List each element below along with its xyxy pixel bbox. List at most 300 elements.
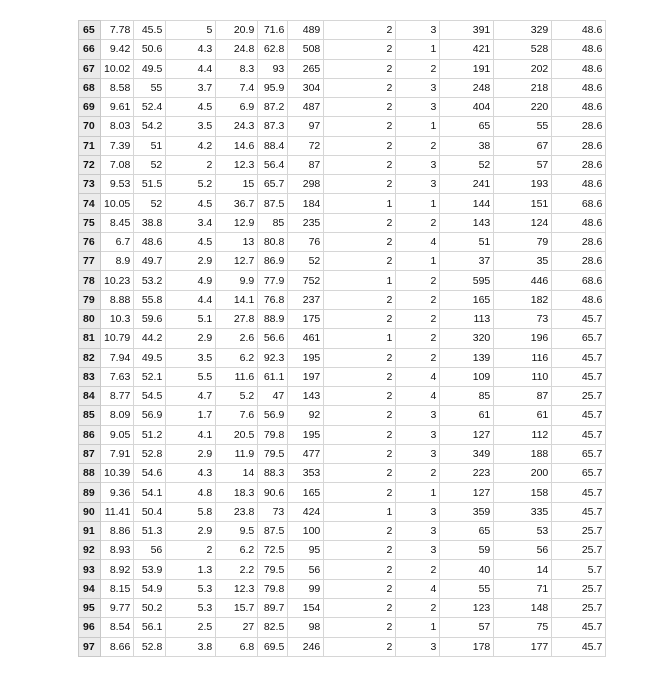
- table-cell-col-d[interactable]: 3.7: [166, 78, 216, 97]
- table-cell-col-b[interactable]: 8.88: [101, 290, 134, 309]
- table-cell-col-l[interactable]: 28.6: [552, 155, 606, 174]
- table-cell-col-d[interactable]: 5.3: [166, 598, 216, 617]
- table-cell-col-h[interactable]: 2: [324, 21, 396, 40]
- row-header-cell[interactable]: 92: [79, 541, 101, 560]
- table-cell-col-b[interactable]: 8.92: [101, 560, 134, 579]
- table-cell-col-b[interactable]: 8.93: [101, 541, 134, 560]
- table-cell-col-j[interactable]: 59: [440, 541, 494, 560]
- table-cell-col-c[interactable]: 52.8: [134, 637, 166, 656]
- table-cell-col-b[interactable]: 7.91: [101, 444, 134, 463]
- table-cell-col-e[interactable]: 6.9: [216, 98, 258, 117]
- table-cell-col-k[interactable]: 335: [494, 502, 552, 521]
- table-cell-col-f[interactable]: 87.5: [258, 194, 288, 213]
- table-cell-col-l[interactable]: 28.6: [552, 232, 606, 251]
- table-cell-col-k[interactable]: 35: [494, 252, 552, 271]
- table-cell-col-d[interactable]: 5.1: [166, 309, 216, 328]
- table-cell-col-h[interactable]: 2: [324, 40, 396, 59]
- table-cell-col-b[interactable]: 9.77: [101, 598, 134, 617]
- table-cell-col-b[interactable]: 10.23: [101, 271, 134, 290]
- row-header-cell[interactable]: 95: [79, 598, 101, 617]
- table-cell-col-l[interactable]: 28.6: [552, 117, 606, 136]
- table-cell-col-i[interactable]: 4: [396, 579, 440, 598]
- table-cell-col-h[interactable]: 2: [324, 98, 396, 117]
- row-header-cell[interactable]: 86: [79, 425, 101, 444]
- table-cell-col-k[interactable]: 177: [494, 637, 552, 656]
- row-header-cell[interactable]: 84: [79, 387, 101, 406]
- table-cell-col-e[interactable]: 5.2: [216, 387, 258, 406]
- table-cell-col-c[interactable]: 52.4: [134, 98, 166, 117]
- table-cell-col-k[interactable]: 116: [494, 348, 552, 367]
- table-cell-col-d[interactable]: 4.5: [166, 194, 216, 213]
- table-cell-col-j[interactable]: 40: [440, 560, 494, 579]
- table-cell-col-b[interactable]: 11.41: [101, 502, 134, 521]
- row-header-cell[interactable]: 68: [79, 78, 101, 97]
- table-cell-col-i[interactable]: 4: [396, 232, 440, 251]
- table-cell-col-b[interactable]: 8.09: [101, 406, 134, 425]
- table-cell-col-k[interactable]: 110: [494, 367, 552, 386]
- table-cell-col-j[interactable]: 109: [440, 367, 494, 386]
- table-cell-col-i[interactable]: 3: [396, 541, 440, 560]
- table-cell-col-i[interactable]: 1: [396, 252, 440, 271]
- table-cell-col-g[interactable]: 752: [288, 271, 324, 290]
- table-cell-col-f[interactable]: 65.7: [258, 175, 288, 194]
- table-cell-col-j[interactable]: 61: [440, 406, 494, 425]
- table-cell-col-f[interactable]: 88.9: [258, 309, 288, 328]
- table-cell-col-l[interactable]: 25.7: [552, 598, 606, 617]
- table-cell-col-h[interactable]: 2: [324, 579, 396, 598]
- row-header-cell[interactable]: 66: [79, 40, 101, 59]
- table-cell-col-j[interactable]: 113: [440, 309, 494, 328]
- table-cell-col-c[interactable]: 51.2: [134, 425, 166, 444]
- table-cell-col-e[interactable]: 14.6: [216, 136, 258, 155]
- table-cell-col-f[interactable]: 85: [258, 213, 288, 232]
- table-cell-col-h[interactable]: 2: [324, 252, 396, 271]
- table-cell-col-c[interactable]: 54.1: [134, 483, 166, 502]
- table-cell-col-g[interactable]: 56: [288, 560, 324, 579]
- table-cell-col-j[interactable]: 595: [440, 271, 494, 290]
- table-cell-col-h[interactable]: 2: [324, 290, 396, 309]
- table-cell-col-f[interactable]: 69.5: [258, 637, 288, 656]
- table-cell-col-h[interactable]: 2: [324, 367, 396, 386]
- table-cell-col-f[interactable]: 93: [258, 59, 288, 78]
- table-cell-col-l[interactable]: 25.7: [552, 387, 606, 406]
- table-cell-col-j[interactable]: 51: [440, 232, 494, 251]
- table-cell-col-k[interactable]: 148: [494, 598, 552, 617]
- table-cell-col-f[interactable]: 61.1: [258, 367, 288, 386]
- table-cell-col-c[interactable]: 45.5: [134, 21, 166, 40]
- table-cell-col-d[interactable]: 5.5: [166, 367, 216, 386]
- table-cell-col-d[interactable]: 2.9: [166, 521, 216, 540]
- table-cell-col-h[interactable]: 2: [324, 618, 396, 637]
- table-cell-col-e[interactable]: 20.5: [216, 425, 258, 444]
- table-cell-col-c[interactable]: 51.5: [134, 175, 166, 194]
- table-cell-col-g[interactable]: 154: [288, 598, 324, 617]
- table-cell-col-c[interactable]: 50.2: [134, 598, 166, 617]
- table-cell-col-k[interactable]: 200: [494, 464, 552, 483]
- row-header-cell[interactable]: 90: [79, 502, 101, 521]
- table-cell-col-d[interactable]: 1.7: [166, 406, 216, 425]
- table-cell-col-h[interactable]: 2: [324, 464, 396, 483]
- table-cell-col-i[interactable]: 1: [396, 40, 440, 59]
- row-header-cell[interactable]: 77: [79, 252, 101, 271]
- table-cell-col-b[interactable]: 7.39: [101, 136, 134, 155]
- table-cell-col-f[interactable]: 71.6: [258, 21, 288, 40]
- table-cell-col-i[interactable]: 3: [396, 637, 440, 656]
- table-cell-col-k[interactable]: 14: [494, 560, 552, 579]
- table-cell-col-j[interactable]: 320: [440, 329, 494, 348]
- table-cell-col-h[interactable]: 2: [324, 560, 396, 579]
- table-cell-col-l[interactable]: 48.6: [552, 78, 606, 97]
- table-cell-col-k[interactable]: 87: [494, 387, 552, 406]
- table-cell-col-c[interactable]: 51: [134, 136, 166, 155]
- table-cell-col-c[interactable]: 44.2: [134, 329, 166, 348]
- table-cell-col-l[interactable]: 28.6: [552, 136, 606, 155]
- table-cell-col-k[interactable]: 202: [494, 59, 552, 78]
- table-cell-col-i[interactable]: 3: [396, 175, 440, 194]
- table-cell-col-l[interactable]: 45.7: [552, 618, 606, 637]
- table-cell-col-e[interactable]: 8.3: [216, 59, 258, 78]
- table-cell-col-f[interactable]: 79.5: [258, 560, 288, 579]
- table-cell-col-c[interactable]: 49.7: [134, 252, 166, 271]
- table-cell-col-j[interactable]: 359: [440, 502, 494, 521]
- table-cell-col-f[interactable]: 73: [258, 502, 288, 521]
- table-cell-col-g[interactable]: 72: [288, 136, 324, 155]
- table-cell-col-d[interactable]: 3.5: [166, 348, 216, 367]
- table-cell-col-j[interactable]: 143: [440, 213, 494, 232]
- row-header-cell[interactable]: 94: [79, 579, 101, 598]
- table-cell-col-b[interactable]: 8.58: [101, 78, 134, 97]
- table-cell-col-h[interactable]: 2: [324, 541, 396, 560]
- table-cell-col-f[interactable]: 62.8: [258, 40, 288, 59]
- table-cell-col-g[interactable]: 98: [288, 618, 324, 637]
- table-cell-col-h[interactable]: 2: [324, 213, 396, 232]
- table-cell-col-g[interactable]: 87: [288, 155, 324, 174]
- table-cell-col-h[interactable]: 2: [324, 483, 396, 502]
- table-cell-col-k[interactable]: 446: [494, 271, 552, 290]
- table-cell-col-l[interactable]: 5.7: [552, 560, 606, 579]
- table-cell-col-f[interactable]: 76.8: [258, 290, 288, 309]
- table-cell-col-h[interactable]: 2: [324, 425, 396, 444]
- table-cell-col-f[interactable]: 92.3: [258, 348, 288, 367]
- table-cell-col-l[interactable]: 45.7: [552, 348, 606, 367]
- table-cell-col-b[interactable]: 10.02: [101, 59, 134, 78]
- table-cell-col-l[interactable]: 65.7: [552, 329, 606, 348]
- table-cell-col-b[interactable]: 8.54: [101, 618, 134, 637]
- table-cell-col-i[interactable]: 3: [396, 502, 440, 521]
- row-header-cell[interactable]: 65: [79, 21, 101, 40]
- table-cell-col-g[interactable]: 477: [288, 444, 324, 463]
- row-header-cell[interactable]: 74: [79, 194, 101, 213]
- table-cell-col-f[interactable]: 87.3: [258, 117, 288, 136]
- table-cell-col-l[interactable]: 25.7: [552, 521, 606, 540]
- table-cell-col-g[interactable]: 353: [288, 464, 324, 483]
- row-header-cell[interactable]: 96: [79, 618, 101, 637]
- table-cell-col-c[interactable]: 48.6: [134, 232, 166, 251]
- table-cell-col-e[interactable]: 7.4: [216, 78, 258, 97]
- table-cell-col-j[interactable]: 65: [440, 521, 494, 540]
- table-cell-col-d[interactable]: 2.5: [166, 618, 216, 637]
- table-cell-col-b[interactable]: 9.53: [101, 175, 134, 194]
- table-cell-col-b[interactable]: 8.9: [101, 252, 134, 271]
- table-cell-col-i[interactable]: 2: [396, 136, 440, 155]
- table-cell-col-j[interactable]: 391: [440, 21, 494, 40]
- table-cell-col-j[interactable]: 421: [440, 40, 494, 59]
- table-cell-col-b[interactable]: 8.15: [101, 579, 134, 598]
- table-cell-col-c[interactable]: 52.1: [134, 367, 166, 386]
- table-cell-col-j[interactable]: 165: [440, 290, 494, 309]
- table-cell-col-h[interactable]: 1: [324, 502, 396, 521]
- table-cell-col-k[interactable]: 193: [494, 175, 552, 194]
- table-cell-col-k[interactable]: 61: [494, 406, 552, 425]
- table-cell-col-b[interactable]: 8.77: [101, 387, 134, 406]
- table-cell-col-c[interactable]: 54.2: [134, 117, 166, 136]
- table-cell-col-f[interactable]: 87.5: [258, 521, 288, 540]
- table-cell-col-b[interactable]: 7.63: [101, 367, 134, 386]
- row-header-cell[interactable]: 72: [79, 155, 101, 174]
- table-cell-col-j[interactable]: 37: [440, 252, 494, 271]
- table-cell-col-k[interactable]: 79: [494, 232, 552, 251]
- table-cell-col-c[interactable]: 52: [134, 155, 166, 174]
- table-cell-col-i[interactable]: 3: [396, 521, 440, 540]
- table-cell-col-f[interactable]: 79.8: [258, 425, 288, 444]
- table-cell-col-h[interactable]: 1: [324, 194, 396, 213]
- table-cell-col-c[interactable]: 54.9: [134, 579, 166, 598]
- table-cell-col-e[interactable]: 11.9: [216, 444, 258, 463]
- table-cell-col-e[interactable]: 15.7: [216, 598, 258, 617]
- table-cell-col-d[interactable]: 2.9: [166, 252, 216, 271]
- table-cell-col-e[interactable]: 27.8: [216, 309, 258, 328]
- table-cell-col-b[interactable]: 9.36: [101, 483, 134, 502]
- table-cell-col-c[interactable]: 56.9: [134, 406, 166, 425]
- table-cell-col-h[interactable]: 1: [324, 329, 396, 348]
- row-header-cell[interactable]: 91: [79, 521, 101, 540]
- table-cell-col-g[interactable]: 143: [288, 387, 324, 406]
- row-header-cell[interactable]: 67: [79, 59, 101, 78]
- table-cell-col-j[interactable]: 349: [440, 444, 494, 463]
- table-cell-col-b[interactable]: 6.7: [101, 232, 134, 251]
- table-cell-col-l[interactable]: 48.6: [552, 98, 606, 117]
- table-cell-col-d[interactable]: 5.3: [166, 579, 216, 598]
- table-cell-col-c[interactable]: 54.5: [134, 387, 166, 406]
- table-cell-col-i[interactable]: 1: [396, 483, 440, 502]
- table-cell-col-c[interactable]: 55: [134, 78, 166, 97]
- table-cell-col-f[interactable]: 87.2: [258, 98, 288, 117]
- table-cell-col-e[interactable]: 27: [216, 618, 258, 637]
- table-cell-col-d[interactable]: 3.8: [166, 637, 216, 656]
- table-cell-col-k[interactable]: 71: [494, 579, 552, 598]
- table-cell-col-l[interactable]: 45.7: [552, 425, 606, 444]
- table-cell-col-c[interactable]: 54.6: [134, 464, 166, 483]
- table-cell-col-j[interactable]: 223: [440, 464, 494, 483]
- table-cell-col-f[interactable]: 82.5: [258, 618, 288, 637]
- table-cell-col-j[interactable]: 248: [440, 78, 494, 97]
- table-cell-col-c[interactable]: 49.5: [134, 59, 166, 78]
- table-cell-col-l[interactable]: 45.7: [552, 309, 606, 328]
- table-cell-col-f[interactable]: 80.8: [258, 232, 288, 251]
- table-cell-col-c[interactable]: 55.8: [134, 290, 166, 309]
- table-cell-col-g[interactable]: 175: [288, 309, 324, 328]
- row-header-cell[interactable]: 85: [79, 406, 101, 425]
- table-cell-col-h[interactable]: 2: [324, 598, 396, 617]
- table-cell-col-j[interactable]: 127: [440, 425, 494, 444]
- table-cell-col-l[interactable]: 68.6: [552, 271, 606, 290]
- table-cell-col-b[interactable]: 8.86: [101, 521, 134, 540]
- table-cell-col-j[interactable]: 144: [440, 194, 494, 213]
- table-cell-col-e[interactable]: 11.6: [216, 367, 258, 386]
- table-cell-col-g[interactable]: 424: [288, 502, 324, 521]
- table-cell-col-e[interactable]: 13: [216, 232, 258, 251]
- table-cell-col-i[interactable]: 2: [396, 329, 440, 348]
- table-cell-col-d[interactable]: 4.9: [166, 271, 216, 290]
- table-cell-col-i[interactable]: 2: [396, 59, 440, 78]
- table-cell-col-f[interactable]: 72.5: [258, 541, 288, 560]
- table-cell-col-e[interactable]: 12.7: [216, 252, 258, 271]
- table-cell-col-d[interactable]: 4.1: [166, 425, 216, 444]
- table-cell-col-d[interactable]: 5.2: [166, 175, 216, 194]
- table-cell-col-i[interactable]: 2: [396, 271, 440, 290]
- table-cell-col-i[interactable]: 3: [396, 78, 440, 97]
- table-cell-col-k[interactable]: 73: [494, 309, 552, 328]
- table-cell-col-b[interactable]: 10.39: [101, 464, 134, 483]
- table-cell-col-c[interactable]: 51.3: [134, 521, 166, 540]
- table-cell-col-j[interactable]: 52: [440, 155, 494, 174]
- table-cell-col-l[interactable]: 65.7: [552, 464, 606, 483]
- table-cell-col-d[interactable]: 2: [166, 155, 216, 174]
- table-cell-col-k[interactable]: 528: [494, 40, 552, 59]
- table-cell-col-e[interactable]: 12.9: [216, 213, 258, 232]
- table-cell-col-d[interactable]: 2.9: [166, 329, 216, 348]
- table-cell-col-b[interactable]: 10.3: [101, 309, 134, 328]
- table-cell-col-j[interactable]: 127: [440, 483, 494, 502]
- table-cell-col-k[interactable]: 112: [494, 425, 552, 444]
- table-cell-col-d[interactable]: 4.5: [166, 232, 216, 251]
- table-cell-col-l[interactable]: 45.7: [552, 367, 606, 386]
- table-cell-col-f[interactable]: 79.5: [258, 444, 288, 463]
- table-cell-col-j[interactable]: 191: [440, 59, 494, 78]
- table-cell-col-g[interactable]: 489: [288, 21, 324, 40]
- table-cell-col-c[interactable]: 50.4: [134, 502, 166, 521]
- table-cell-col-i[interactable]: 2: [396, 213, 440, 232]
- table-cell-col-k[interactable]: 67: [494, 136, 552, 155]
- table-cell-col-g[interactable]: 97: [288, 117, 324, 136]
- table-cell-col-g[interactable]: 100: [288, 521, 324, 540]
- table-cell-col-g[interactable]: 92: [288, 406, 324, 425]
- row-header-cell[interactable]: 79: [79, 290, 101, 309]
- row-header-cell[interactable]: 82: [79, 348, 101, 367]
- table-cell-col-k[interactable]: 56: [494, 541, 552, 560]
- table-cell-col-c[interactable]: 53.2: [134, 271, 166, 290]
- row-header-cell[interactable]: 89: [79, 483, 101, 502]
- table-cell-col-j[interactable]: 57: [440, 618, 494, 637]
- row-header-cell[interactable]: 87: [79, 444, 101, 463]
- table-cell-col-k[interactable]: 182: [494, 290, 552, 309]
- table-cell-col-h[interactable]: 2: [324, 406, 396, 425]
- table-cell-col-g[interactable]: 508: [288, 40, 324, 59]
- table-cell-col-d[interactable]: 4.2: [166, 136, 216, 155]
- table-cell-col-e[interactable]: 24.3: [216, 117, 258, 136]
- table-cell-col-d[interactable]: 4.7: [166, 387, 216, 406]
- table-cell-col-l[interactable]: 48.6: [552, 213, 606, 232]
- table-cell-col-i[interactable]: 3: [396, 425, 440, 444]
- table-cell-col-d[interactable]: 4.5: [166, 98, 216, 117]
- table-cell-col-f[interactable]: 88.3: [258, 464, 288, 483]
- table-cell-col-e[interactable]: 24.8: [216, 40, 258, 59]
- table-cell-col-d[interactable]: 4.8: [166, 483, 216, 502]
- table-cell-col-i[interactable]: 3: [396, 444, 440, 463]
- row-header-cell[interactable]: 78: [79, 271, 101, 290]
- table-cell-col-f[interactable]: 95.9: [258, 78, 288, 97]
- table-cell-col-g[interactable]: 298: [288, 175, 324, 194]
- table-cell-col-c[interactable]: 56: [134, 541, 166, 560]
- table-cell-col-k[interactable]: 188: [494, 444, 552, 463]
- table-cell-col-i[interactable]: 3: [396, 21, 440, 40]
- table-cell-col-c[interactable]: 52.8: [134, 444, 166, 463]
- table-cell-col-g[interactable]: 304: [288, 78, 324, 97]
- table-cell-col-h[interactable]: 2: [324, 232, 396, 251]
- table-cell-col-d[interactable]: 3.5: [166, 117, 216, 136]
- table-cell-col-j[interactable]: 38: [440, 136, 494, 155]
- table-cell-col-g[interactable]: 195: [288, 425, 324, 444]
- table-cell-col-l[interactable]: 25.7: [552, 579, 606, 598]
- table-cell-col-b[interactable]: 9.61: [101, 98, 134, 117]
- table-cell-col-e[interactable]: 36.7: [216, 194, 258, 213]
- table-cell-col-h[interactable]: 2: [324, 59, 396, 78]
- table-cell-col-d[interactable]: 2.9: [166, 444, 216, 463]
- table-cell-col-i[interactable]: 2: [396, 290, 440, 309]
- table-cell-col-e[interactable]: 12.3: [216, 155, 258, 174]
- table-cell-col-e[interactable]: 6.8: [216, 637, 258, 656]
- table-cell-col-l[interactable]: 48.6: [552, 175, 606, 194]
- row-header-cell[interactable]: 71: [79, 136, 101, 155]
- table-cell-col-i[interactable]: 1: [396, 117, 440, 136]
- table-cell-col-e[interactable]: 6.2: [216, 541, 258, 560]
- table-cell-col-i[interactable]: 2: [396, 598, 440, 617]
- row-header-cell[interactable]: 76: [79, 232, 101, 251]
- table-cell-col-c[interactable]: 38.8: [134, 213, 166, 232]
- table-cell-col-k[interactable]: 329: [494, 21, 552, 40]
- row-header-cell[interactable]: 80: [79, 309, 101, 328]
- table-cell-col-i[interactable]: 1: [396, 194, 440, 213]
- table-cell-col-c[interactable]: 56.1: [134, 618, 166, 637]
- table-cell-col-h[interactable]: 1: [324, 271, 396, 290]
- table-cell-col-l[interactable]: 65.7: [552, 444, 606, 463]
- table-cell-col-b[interactable]: 7.08: [101, 155, 134, 174]
- table-cell-col-h[interactable]: 2: [324, 117, 396, 136]
- table-cell-col-d[interactable]: 4.3: [166, 464, 216, 483]
- table-cell-col-k[interactable]: 158: [494, 483, 552, 502]
- table-cell-col-l[interactable]: 68.6: [552, 194, 606, 213]
- table-cell-col-e[interactable]: 12.3: [216, 579, 258, 598]
- table-cell-col-f[interactable]: 56.6: [258, 329, 288, 348]
- table-cell-col-d[interactable]: 5.8: [166, 502, 216, 521]
- table-cell-col-l[interactable]: 45.7: [552, 637, 606, 656]
- row-header-cell[interactable]: 97: [79, 637, 101, 656]
- table-cell-col-b[interactable]: 7.94: [101, 348, 134, 367]
- row-header-cell[interactable]: 70: [79, 117, 101, 136]
- table-cell-col-f[interactable]: 89.7: [258, 598, 288, 617]
- table-cell-col-k[interactable]: 151: [494, 194, 552, 213]
- table-cell-col-f[interactable]: 56.4: [258, 155, 288, 174]
- table-cell-col-l[interactable]: 45.7: [552, 502, 606, 521]
- table-cell-col-d[interactable]: 5: [166, 21, 216, 40]
- table-cell-col-f[interactable]: 79.8: [258, 579, 288, 598]
- table-cell-col-l[interactable]: 48.6: [552, 290, 606, 309]
- table-cell-col-h[interactable]: 2: [324, 78, 396, 97]
- table-cell-col-b[interactable]: 7.78: [101, 21, 134, 40]
- table-cell-col-e[interactable]: 14.1: [216, 290, 258, 309]
- table-cell-col-l[interactable]: 25.7: [552, 541, 606, 560]
- table-cell-col-b[interactable]: 8.45: [101, 213, 134, 232]
